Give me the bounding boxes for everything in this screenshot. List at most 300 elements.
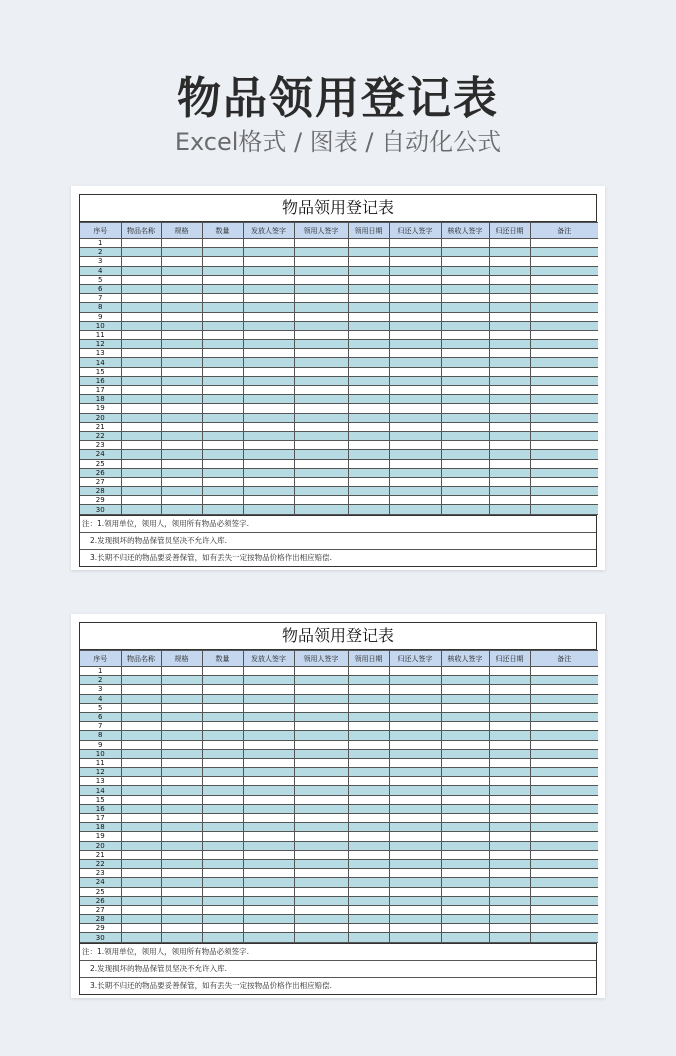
table-cell[interactable] xyxy=(489,731,530,740)
table-cell[interactable] xyxy=(161,703,202,712)
table-cell[interactable] xyxy=(348,386,389,395)
table-cell[interactable] xyxy=(202,413,243,422)
table-cell[interactable] xyxy=(348,367,389,376)
table-cell[interactable] xyxy=(441,740,489,749)
table-cell[interactable] xyxy=(348,468,389,477)
table-cell[interactable] xyxy=(202,786,243,795)
table-cell[interactable] xyxy=(389,413,441,422)
table-cell[interactable] xyxy=(243,312,294,321)
table-cell[interactable] xyxy=(441,722,489,731)
table-cell[interactable] xyxy=(441,395,489,404)
table-cell[interactable] xyxy=(202,349,243,358)
table-cell[interactable] xyxy=(202,487,243,496)
table-cell[interactable] xyxy=(202,496,243,505)
table-cell[interactable] xyxy=(161,441,202,450)
table-cell[interactable] xyxy=(161,850,202,859)
table-cell[interactable] xyxy=(389,386,441,395)
table-cell[interactable] xyxy=(348,832,389,841)
table-cell[interactable] xyxy=(202,303,243,312)
table-cell[interactable] xyxy=(348,841,389,850)
table-cell[interactable] xyxy=(489,330,530,339)
table-cell[interactable] xyxy=(348,303,389,312)
table-cell[interactable] xyxy=(389,248,441,257)
table-cell[interactable] xyxy=(161,284,202,293)
table-cell[interactable] xyxy=(389,349,441,358)
table-cell[interactable] xyxy=(294,496,348,505)
table-cell[interactable] xyxy=(121,386,161,395)
table-cell[interactable] xyxy=(202,386,243,395)
table-cell[interactable] xyxy=(294,768,348,777)
table-cell[interactable] xyxy=(161,404,202,413)
table-cell[interactable] xyxy=(530,386,598,395)
table-cell[interactable] xyxy=(348,667,389,676)
table-cell[interactable] xyxy=(348,749,389,758)
table-cell[interactable] xyxy=(389,878,441,887)
table-cell[interactable] xyxy=(202,667,243,676)
table-cell[interactable] xyxy=(243,358,294,367)
table-cell[interactable] xyxy=(389,266,441,275)
table-cell[interactable] xyxy=(294,731,348,740)
table-cell[interactable] xyxy=(294,431,348,440)
table-cell[interactable] xyxy=(161,758,202,767)
table-cell[interactable] xyxy=(389,367,441,376)
table-cell[interactable] xyxy=(348,450,389,459)
table-cell[interactable] xyxy=(294,676,348,685)
table-cell[interactable] xyxy=(121,804,161,813)
table-cell[interactable] xyxy=(530,850,598,859)
table-cell[interactable] xyxy=(121,487,161,496)
table-cell[interactable] xyxy=(243,468,294,477)
table-cell[interactable] xyxy=(489,239,530,248)
table-cell[interactable] xyxy=(243,850,294,859)
table-cell[interactable] xyxy=(441,340,489,349)
table-cell[interactable] xyxy=(489,404,530,413)
table-cell[interactable] xyxy=(489,740,530,749)
table-cell[interactable] xyxy=(161,303,202,312)
table-cell[interactable] xyxy=(121,878,161,887)
table-cell[interactable] xyxy=(530,667,598,676)
table-cell[interactable] xyxy=(530,878,598,887)
table-cell[interactable] xyxy=(243,667,294,676)
table-cell[interactable] xyxy=(121,924,161,933)
table-cell[interactable] xyxy=(121,703,161,712)
table-cell[interactable] xyxy=(441,239,489,248)
table-cell[interactable] xyxy=(294,303,348,312)
table-cell[interactable] xyxy=(348,459,389,468)
table-cell[interactable] xyxy=(294,404,348,413)
table-cell[interactable] xyxy=(348,340,389,349)
table-cell[interactable] xyxy=(243,786,294,795)
table-cell[interactable] xyxy=(294,376,348,385)
table-cell[interactable] xyxy=(294,275,348,284)
table-cell[interactable] xyxy=(202,832,243,841)
table-cell[interactable] xyxy=(202,804,243,813)
table-cell[interactable] xyxy=(121,239,161,248)
table-cell[interactable] xyxy=(389,814,441,823)
table-cell[interactable] xyxy=(489,768,530,777)
table-cell[interactable] xyxy=(530,915,598,924)
table-cell[interactable] xyxy=(121,275,161,284)
table-cell[interactable] xyxy=(243,376,294,385)
table-cell[interactable] xyxy=(121,850,161,859)
table-cell[interactable] xyxy=(161,786,202,795)
table-cell[interactable] xyxy=(441,275,489,284)
table-cell[interactable] xyxy=(161,340,202,349)
table-cell[interactable] xyxy=(530,294,598,303)
table-cell[interactable] xyxy=(161,869,202,878)
table-cell[interactable] xyxy=(243,694,294,703)
table-cell[interactable] xyxy=(489,441,530,450)
table-cell[interactable] xyxy=(243,878,294,887)
table-cell[interactable] xyxy=(121,896,161,905)
table-cell[interactable] xyxy=(161,275,202,284)
table-cell[interactable] xyxy=(530,367,598,376)
table-cell[interactable] xyxy=(441,284,489,293)
table-cell[interactable] xyxy=(294,340,348,349)
table-cell[interactable] xyxy=(161,468,202,477)
table-cell[interactable] xyxy=(441,905,489,914)
table-cell[interactable] xyxy=(161,859,202,868)
table-cell[interactable] xyxy=(348,869,389,878)
table-cell[interactable] xyxy=(348,823,389,832)
table-cell[interactable] xyxy=(243,915,294,924)
table-cell[interactable] xyxy=(441,694,489,703)
table-cell[interactable] xyxy=(294,685,348,694)
table-cell[interactable] xyxy=(121,321,161,330)
table-cell[interactable] xyxy=(489,312,530,321)
table-cell[interactable] xyxy=(161,832,202,841)
table-cell[interactable] xyxy=(161,376,202,385)
table-cell[interactable] xyxy=(243,441,294,450)
table-cell[interactable] xyxy=(389,239,441,248)
table-cell[interactable] xyxy=(348,404,389,413)
table-cell[interactable] xyxy=(294,905,348,914)
table-cell[interactable] xyxy=(294,459,348,468)
table-cell[interactable] xyxy=(389,722,441,731)
table-cell[interactable] xyxy=(441,312,489,321)
table-cell[interactable] xyxy=(161,823,202,832)
table-cell[interactable] xyxy=(294,450,348,459)
table-cell[interactable] xyxy=(348,284,389,293)
table-cell[interactable] xyxy=(121,694,161,703)
table-cell[interactable] xyxy=(389,795,441,804)
table-cell[interactable] xyxy=(530,275,598,284)
table-cell[interactable] xyxy=(202,768,243,777)
table-cell[interactable] xyxy=(441,676,489,685)
table-cell[interactable] xyxy=(202,330,243,339)
table-cell[interactable] xyxy=(161,740,202,749)
table-cell[interactable] xyxy=(530,349,598,358)
table-cell[interactable] xyxy=(441,832,489,841)
table-cell[interactable] xyxy=(489,349,530,358)
table-cell[interactable] xyxy=(441,349,489,358)
table-cell[interactable] xyxy=(121,404,161,413)
table-cell[interactable] xyxy=(530,257,598,266)
table-cell[interactable] xyxy=(530,896,598,905)
table-cell[interactable] xyxy=(121,303,161,312)
table-cell[interactable] xyxy=(294,786,348,795)
table-cell[interactable] xyxy=(243,404,294,413)
table-cell[interactable] xyxy=(243,749,294,758)
table-cell[interactable] xyxy=(294,933,348,942)
table-cell[interactable] xyxy=(294,722,348,731)
table-cell[interactable] xyxy=(121,758,161,767)
table-cell[interactable] xyxy=(389,431,441,440)
table-cell[interactable] xyxy=(489,823,530,832)
table-cell[interactable] xyxy=(389,896,441,905)
table-cell[interactable] xyxy=(121,676,161,685)
table-cell[interactable] xyxy=(202,450,243,459)
table-cell[interactable] xyxy=(294,330,348,339)
table-cell[interactable] xyxy=(530,239,598,248)
table-cell[interactable] xyxy=(441,321,489,330)
table-cell[interactable] xyxy=(202,795,243,804)
table-cell[interactable] xyxy=(161,814,202,823)
table-cell[interactable] xyxy=(441,468,489,477)
table-cell[interactable] xyxy=(243,832,294,841)
table-cell[interactable] xyxy=(121,823,161,832)
table-cell[interactable] xyxy=(161,804,202,813)
table-cell[interactable] xyxy=(489,933,530,942)
table-cell[interactable] xyxy=(441,850,489,859)
table-cell[interactable] xyxy=(530,703,598,712)
table-cell[interactable] xyxy=(489,676,530,685)
table-cell[interactable] xyxy=(441,887,489,896)
table-cell[interactable] xyxy=(243,349,294,358)
table-cell[interactable] xyxy=(348,395,389,404)
table-cell[interactable] xyxy=(121,477,161,486)
table-cell[interactable] xyxy=(294,703,348,712)
table-cell[interactable] xyxy=(441,496,489,505)
table-cell[interactable] xyxy=(243,685,294,694)
table-cell[interactable] xyxy=(121,832,161,841)
table-cell[interactable] xyxy=(161,676,202,685)
table-cell[interactable] xyxy=(121,740,161,749)
table-cell[interactable] xyxy=(530,740,598,749)
table-cell[interactable] xyxy=(441,450,489,459)
table-cell[interactable] xyxy=(348,349,389,358)
table-cell[interactable] xyxy=(161,386,202,395)
table-cell[interactable] xyxy=(243,887,294,896)
table-cell[interactable] xyxy=(389,468,441,477)
table-cell[interactable] xyxy=(348,275,389,284)
table-cell[interactable] xyxy=(161,239,202,248)
table-cell[interactable] xyxy=(243,239,294,248)
table-cell[interactable] xyxy=(530,266,598,275)
table-cell[interactable] xyxy=(202,257,243,266)
table-cell[interactable] xyxy=(348,505,389,514)
table-cell[interactable] xyxy=(489,294,530,303)
table-cell[interactable] xyxy=(530,749,598,758)
table-cell[interactable] xyxy=(489,340,530,349)
table-cell[interactable] xyxy=(348,777,389,786)
table-cell[interactable] xyxy=(489,487,530,496)
table-cell[interactable] xyxy=(530,450,598,459)
table-cell[interactable] xyxy=(202,422,243,431)
table-cell[interactable] xyxy=(161,685,202,694)
table-cell[interactable] xyxy=(489,303,530,312)
table-cell[interactable] xyxy=(441,294,489,303)
table-cell[interactable] xyxy=(530,477,598,486)
table-cell[interactable] xyxy=(161,667,202,676)
table-cell[interactable] xyxy=(121,841,161,850)
table-cell[interactable] xyxy=(202,395,243,404)
table-cell[interactable] xyxy=(530,933,598,942)
table-cell[interactable] xyxy=(161,349,202,358)
table-cell[interactable] xyxy=(441,376,489,385)
table-cell[interactable] xyxy=(389,850,441,859)
table-cell[interactable] xyxy=(121,266,161,275)
table-cell[interactable] xyxy=(121,459,161,468)
table-cell[interactable] xyxy=(161,395,202,404)
table-cell[interactable] xyxy=(489,703,530,712)
table-cell[interactable] xyxy=(121,768,161,777)
table-cell[interactable] xyxy=(348,905,389,914)
table-cell[interactable] xyxy=(489,722,530,731)
table-cell[interactable] xyxy=(441,703,489,712)
table-cell[interactable] xyxy=(441,731,489,740)
table-cell[interactable] xyxy=(489,786,530,795)
table-cell[interactable] xyxy=(161,896,202,905)
table-cell[interactable] xyxy=(121,685,161,694)
table-cell[interactable] xyxy=(243,367,294,376)
table-cell[interactable] xyxy=(161,749,202,758)
table-cell[interactable] xyxy=(161,312,202,321)
table-cell[interactable] xyxy=(389,905,441,914)
table-cell[interactable] xyxy=(121,367,161,376)
table-cell[interactable] xyxy=(489,248,530,257)
table-cell[interactable] xyxy=(441,422,489,431)
table-cell[interactable] xyxy=(294,505,348,514)
table-cell[interactable] xyxy=(294,924,348,933)
table-cell[interactable] xyxy=(389,312,441,321)
table-cell[interactable] xyxy=(489,749,530,758)
table-cell[interactable] xyxy=(441,786,489,795)
table-cell[interactable] xyxy=(441,367,489,376)
table-cell[interactable] xyxy=(389,330,441,339)
table-cell[interactable] xyxy=(348,795,389,804)
table-cell[interactable] xyxy=(489,915,530,924)
table-cell[interactable] xyxy=(161,294,202,303)
table-cell[interactable] xyxy=(121,257,161,266)
table-cell[interactable] xyxy=(202,933,243,942)
table-cell[interactable] xyxy=(348,924,389,933)
table-cell[interactable] xyxy=(243,859,294,868)
table-cell[interactable] xyxy=(243,321,294,330)
table-cell[interactable] xyxy=(121,376,161,385)
table-cell[interactable] xyxy=(161,505,202,514)
table-cell[interactable] xyxy=(348,321,389,330)
table-cell[interactable] xyxy=(348,431,389,440)
table-cell[interactable] xyxy=(348,358,389,367)
table-cell[interactable] xyxy=(348,312,389,321)
table-cell[interactable] xyxy=(489,477,530,486)
table-cell[interactable] xyxy=(243,422,294,431)
table-cell[interactable] xyxy=(441,823,489,832)
table-cell[interactable] xyxy=(243,248,294,257)
table-cell[interactable] xyxy=(294,777,348,786)
table-cell[interactable] xyxy=(489,887,530,896)
table-cell[interactable] xyxy=(441,768,489,777)
table-cell[interactable] xyxy=(389,275,441,284)
table-cell[interactable] xyxy=(441,248,489,257)
table-cell[interactable] xyxy=(121,731,161,740)
table-cell[interactable] xyxy=(202,404,243,413)
table-cell[interactable] xyxy=(121,777,161,786)
table-cell[interactable] xyxy=(161,841,202,850)
table-cell[interactable] xyxy=(121,859,161,868)
table-cell[interactable] xyxy=(294,367,348,376)
table-cell[interactable] xyxy=(530,722,598,731)
table-cell[interactable] xyxy=(243,722,294,731)
table-cell[interactable] xyxy=(243,758,294,767)
table-cell[interactable] xyxy=(294,257,348,266)
table-cell[interactable] xyxy=(243,330,294,339)
table-cell[interactable] xyxy=(294,887,348,896)
table-cell[interactable] xyxy=(441,266,489,275)
table-cell[interactable] xyxy=(389,823,441,832)
table-cell[interactable] xyxy=(121,248,161,257)
table-cell[interactable] xyxy=(243,676,294,685)
table-cell[interactable] xyxy=(121,422,161,431)
table-cell[interactable] xyxy=(489,459,530,468)
table-cell[interactable] xyxy=(202,358,243,367)
table-cell[interactable] xyxy=(489,924,530,933)
table-cell[interactable] xyxy=(348,441,389,450)
table-cell[interactable] xyxy=(348,413,389,422)
table-cell[interactable] xyxy=(161,266,202,275)
table-cell[interactable] xyxy=(202,431,243,440)
table-cell[interactable] xyxy=(441,777,489,786)
table-cell[interactable] xyxy=(389,786,441,795)
table-cell[interactable] xyxy=(348,915,389,924)
table-cell[interactable] xyxy=(389,505,441,514)
table-cell[interactable] xyxy=(294,477,348,486)
table-cell[interactable] xyxy=(121,284,161,293)
table-cell[interactable] xyxy=(530,869,598,878)
table-cell[interactable] xyxy=(389,758,441,767)
table-cell[interactable] xyxy=(202,731,243,740)
table-cell[interactable] xyxy=(489,496,530,505)
table-cell[interactable] xyxy=(294,441,348,450)
table-cell[interactable] xyxy=(202,376,243,385)
table-cell[interactable] xyxy=(202,321,243,330)
table-cell[interactable] xyxy=(243,496,294,505)
table-cell[interactable] xyxy=(489,284,530,293)
table-cell[interactable] xyxy=(202,740,243,749)
table-cell[interactable] xyxy=(202,477,243,486)
table-cell[interactable] xyxy=(389,441,441,450)
table-cell[interactable] xyxy=(389,768,441,777)
table-cell[interactable] xyxy=(441,758,489,767)
table-cell[interactable] xyxy=(389,340,441,349)
table-cell[interactable] xyxy=(530,422,598,431)
table-cell[interactable] xyxy=(202,266,243,275)
table-cell[interactable] xyxy=(161,450,202,459)
table-cell[interactable] xyxy=(161,496,202,505)
table-cell[interactable] xyxy=(441,477,489,486)
table-cell[interactable] xyxy=(441,667,489,676)
table-cell[interactable] xyxy=(348,887,389,896)
table-cell[interactable] xyxy=(348,330,389,339)
table-cell[interactable] xyxy=(441,859,489,868)
table-cell[interactable] xyxy=(389,321,441,330)
table-cell[interactable] xyxy=(489,667,530,676)
table-cell[interactable] xyxy=(243,266,294,275)
table-cell[interactable] xyxy=(161,768,202,777)
table-cell[interactable] xyxy=(294,814,348,823)
table-cell[interactable] xyxy=(202,703,243,712)
